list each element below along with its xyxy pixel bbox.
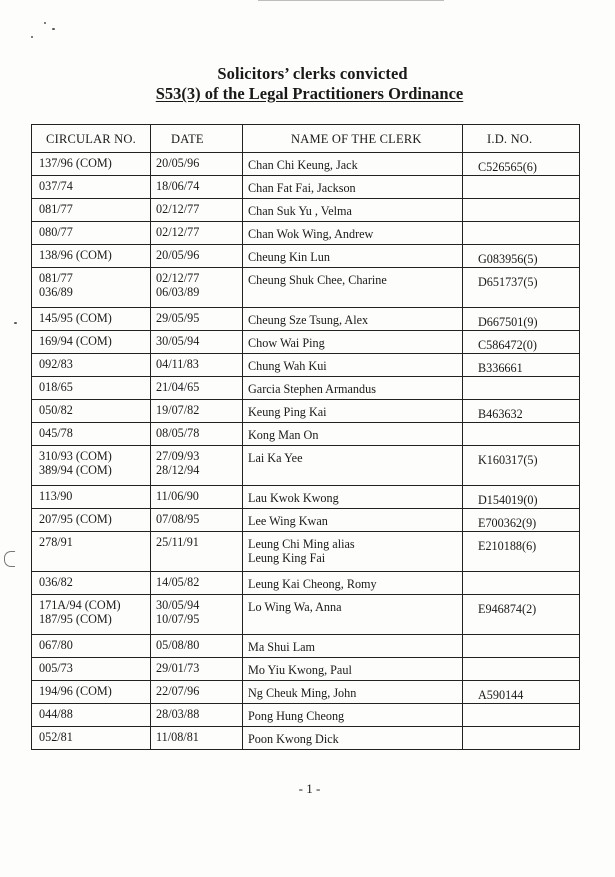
id-no-cell: A590144 — [463, 681, 580, 704]
document-subtitle: S53(3) of the Legal Practitioners Ordinance — [155, 84, 464, 103]
clerk-name-cell — [243, 308, 463, 331]
circular-no-cell — [32, 176, 151, 199]
circular-no-cell-line: 081/77 — [39, 202, 73, 216]
clerk-name-cell-line: Lee Wing Kwan — [248, 514, 328, 528]
date-cell — [151, 400, 243, 423]
date-cell-line: 11/08/81 — [156, 730, 199, 744]
convicted-clerks-table — [31, 124, 580, 750]
clerk-name-cell — [243, 400, 463, 423]
table-row — [32, 176, 580, 199]
circular-no-cell-line: 052/81 — [39, 730, 73, 744]
date-cell — [151, 509, 243, 532]
circular-no-cell-line: 207/95 (COM) — [39, 512, 112, 526]
clerk-name-cell — [243, 658, 463, 681]
header-clerk-name: NAME OF THE CLERK — [243, 125, 463, 153]
table-row — [32, 595, 580, 635]
clerk-name-cell — [243, 486, 463, 509]
circular-no-cell — [32, 658, 151, 681]
table-row — [32, 572, 580, 595]
clerk-name-cell — [243, 704, 463, 727]
clerk-name-cell — [243, 727, 463, 750]
circular-no-cell-line: 037/74 — [39, 179, 73, 193]
clerk-name-cell — [243, 423, 463, 446]
circular-no-cell-line: 005/73 — [39, 661, 73, 675]
top-scan-line — [258, 0, 444, 1]
clerk-name-cell-line: Lai Ka Yee — [248, 451, 303, 465]
clerk-name-cell — [243, 199, 463, 222]
table-row — [32, 423, 580, 446]
date-cell-line: 02/12/77 — [156, 271, 200, 285]
id-no-cell: D667501(9) — [463, 308, 580, 331]
clerk-name-cell-line: Pong Hung Cheong — [248, 709, 345, 723]
date-cell-line: 05/08/80 — [156, 638, 200, 652]
date-cell — [151, 377, 243, 400]
circular-no-cell-line: 171A/94 (COM) — [39, 598, 121, 612]
circular-no-cell-line: 169/94 (COM) — [39, 334, 112, 348]
clerk-name-cell — [243, 572, 463, 595]
circular-no-cell-line: 036/89 — [39, 285, 73, 299]
circular-no-cell — [32, 486, 151, 509]
document-header — [0, 64, 615, 104]
clerk-name-cell-line: Chow Wai Ping — [248, 336, 325, 350]
circular-no-cell — [32, 245, 151, 268]
id-no-cell: C526565(6) — [463, 153, 580, 176]
date-cell — [151, 354, 243, 377]
circular-no-cell-line: 187/95 (COM) — [39, 612, 112, 626]
table-row — [32, 331, 580, 354]
circular-no-cell — [32, 446, 151, 486]
circular-no-cell-line: 044/88 — [39, 707, 73, 721]
date-cell-line: 29/01/73 — [156, 661, 200, 675]
circular-no-cell — [32, 268, 151, 308]
circular-no-cell — [32, 423, 151, 446]
table-body — [32, 153, 580, 750]
clerk-name-cell — [243, 354, 463, 377]
id-no-cell: E946874(2) — [463, 595, 580, 635]
circular-no-cell-line: 080/77 — [39, 225, 73, 239]
circular-no-cell — [32, 509, 151, 532]
circular-no-cell-line: 050/82 — [39, 403, 73, 417]
circular-no-cell-line: 389/94 (COM) — [39, 463, 112, 477]
date-cell-line: 28/03/88 — [156, 707, 200, 721]
circular-no-cell — [32, 199, 151, 222]
table-row — [32, 268, 580, 308]
table-row — [32, 635, 580, 658]
circular-no-cell — [32, 222, 151, 245]
circular-no-cell — [32, 331, 151, 354]
circular-no-cell — [32, 354, 151, 377]
date-cell — [151, 532, 243, 572]
id-no-cell: E210188(6) — [463, 532, 580, 572]
date-cell — [151, 308, 243, 331]
date-cell-line: 20/05/96 — [156, 156, 200, 170]
date-cell — [151, 727, 243, 750]
table-row — [32, 681, 580, 704]
id-no-cell: G083956(5) — [463, 245, 580, 268]
date-cell-line: 22/07/96 — [156, 684, 200, 698]
clerk-name-cell-line: Cheung Sze Tsung, Alex — [248, 313, 369, 327]
id-no-cell — [463, 199, 580, 222]
clerk-name-cell — [243, 331, 463, 354]
id-no-cell: C586472(0) — [463, 331, 580, 354]
date-cell-line: 21/04/65 — [156, 380, 200, 394]
clerk-name-cell — [243, 176, 463, 199]
id-no-cell: D154019(0) — [463, 486, 580, 509]
id-no-cell — [463, 635, 580, 658]
id-no-cell — [463, 572, 580, 595]
date-cell-line: 14/05/82 — [156, 575, 200, 589]
clerk-name-cell-line: Chan Fat Fai, Jackson — [248, 181, 356, 195]
clerk-name-cell — [243, 245, 463, 268]
clerk-name-cell-line: Ma Shui Lam — [248, 640, 316, 654]
circular-no-cell-line: 145/95 (COM) — [39, 311, 112, 325]
margin-hole-mark — [4, 551, 15, 567]
date-cell-line: 18/06/74 — [156, 179, 200, 193]
clerk-name-cell — [243, 222, 463, 245]
table-row — [32, 308, 580, 331]
date-cell-line: 08/05/78 — [156, 426, 200, 440]
table-row — [32, 153, 580, 176]
date-cell — [151, 199, 243, 222]
header-id-no: I.D. NO. — [463, 125, 580, 153]
date-cell — [151, 153, 243, 176]
clerk-name-cell-line: Lau Kwok Kwong — [248, 491, 339, 505]
date-cell — [151, 268, 243, 308]
id-no-cell — [463, 727, 580, 750]
date-cell — [151, 681, 243, 704]
circular-no-cell — [32, 681, 151, 704]
date-cell — [151, 658, 243, 681]
clerk-name-cell — [243, 681, 463, 704]
table-row — [32, 446, 580, 486]
table-row — [32, 199, 580, 222]
date-cell-line: 25/11/91 — [156, 535, 199, 549]
table-header-row — [32, 125, 580, 153]
clerk-name-cell-line: Leung Kai Cheong, Romy — [248, 577, 377, 591]
id-no-cell — [463, 176, 580, 199]
table-row — [32, 658, 580, 681]
circular-no-cell-line: 310/93 (COM) — [39, 449, 112, 463]
circular-no-cell-line: 138/96 (COM) — [39, 248, 112, 262]
id-no-cell — [463, 658, 580, 681]
id-no-cell — [463, 423, 580, 446]
date-cell — [151, 176, 243, 199]
clerk-name-cell-line: Garcia Stephen Armandus — [248, 382, 376, 396]
scan-speck — [52, 28, 55, 30]
table-row — [32, 532, 580, 572]
circular-no-cell-line: 113/90 — [39, 489, 73, 503]
clerk-name-cell-line: Leung Chi Ming alias — [248, 537, 355, 551]
date-cell-line: 02/12/77 — [156, 225, 200, 239]
date-cell-line: 19/07/82 — [156, 403, 200, 417]
circular-no-cell-line: 036/82 — [39, 575, 73, 589]
scan-speck — [44, 22, 46, 24]
clerk-name-cell-line: Chan Suk Yu , Velma — [248, 204, 352, 218]
date-cell — [151, 222, 243, 245]
table-row — [32, 400, 580, 423]
clerk-name-cell-line: Chan Wok Wing, Andrew — [248, 227, 374, 241]
table-row — [32, 245, 580, 268]
circular-no-cell — [32, 572, 151, 595]
id-no-cell: D651737(5) — [463, 268, 580, 308]
date-cell-line: 02/12/77 — [156, 202, 200, 216]
clerk-name-cell-line: Cheung Shuk Chee, Charine — [248, 273, 387, 287]
clerk-name-cell-line: Lo Wing Wa, Anna — [248, 600, 342, 614]
clerk-name-cell — [243, 509, 463, 532]
clerk-name-cell-line: Poon Kwong Dick — [248, 732, 339, 746]
header-circular-no: CIRCULAR NO. — [32, 125, 151, 153]
circular-no-cell — [32, 595, 151, 635]
date-cell — [151, 635, 243, 658]
clerk-name-cell-line: Ng Cheuk Ming, John — [248, 686, 357, 700]
table-row — [32, 727, 580, 750]
scan-speck — [14, 322, 17, 324]
circular-no-cell — [32, 635, 151, 658]
clerk-name-cell — [243, 268, 463, 308]
clerk-name-cell-line: Mo Yiu Kwong, Paul — [248, 663, 352, 677]
circular-no-cell — [32, 153, 151, 176]
clerk-name-cell — [243, 446, 463, 486]
circular-no-cell — [32, 727, 151, 750]
date-cell — [151, 704, 243, 727]
circular-no-cell — [32, 532, 151, 572]
table-row — [32, 486, 580, 509]
date-cell-line: 27/09/93 — [156, 449, 200, 463]
id-no-cell — [463, 704, 580, 727]
circular-no-cell-line: 045/78 — [39, 426, 73, 440]
clerk-name-cell-line: Kong Man On — [248, 428, 319, 442]
circular-no-cell — [32, 308, 151, 331]
circular-no-cell-line: 081/77 — [39, 271, 73, 285]
clerk-name-cell — [243, 153, 463, 176]
table-row — [32, 509, 580, 532]
circular-no-cell — [32, 704, 151, 727]
date-cell-line: 30/05/94 — [156, 334, 200, 348]
date-cell — [151, 331, 243, 354]
clerk-name-cell — [243, 595, 463, 635]
date-cell — [151, 245, 243, 268]
clerk-name-cell-line: Cheung Kin Lun — [248, 250, 330, 264]
table-row — [32, 354, 580, 377]
circular-no-cell-line: 067/80 — [39, 638, 73, 652]
id-no-cell — [463, 222, 580, 245]
clerk-name-cell-line: Chan Chi Keung, Jack — [248, 158, 358, 172]
date-cell-line: 29/05/95 — [156, 311, 200, 325]
document-title: Solicitors’ clerks convicted — [217, 64, 408, 83]
circular-no-cell-line: 194/96 (COM) — [39, 684, 112, 698]
date-cell — [151, 446, 243, 486]
clerk-name-cell — [243, 532, 463, 572]
table-row — [32, 704, 580, 727]
clerk-name-cell — [243, 377, 463, 400]
date-cell-line: 11/06/90 — [156, 489, 199, 503]
clerk-name-cell-line: Keung Ping Kai — [248, 405, 327, 419]
id-no-cell — [463, 377, 580, 400]
circular-no-cell-line: 018/65 — [39, 380, 73, 394]
date-cell — [151, 572, 243, 595]
circular-no-cell-line: 278/91 — [39, 535, 73, 549]
date-cell-line: 10/07/95 — [156, 612, 200, 626]
date-cell — [151, 486, 243, 509]
date-cell-line: 28/12/94 — [156, 463, 200, 477]
date-cell — [151, 595, 243, 635]
id-no-cell: K160317(5) — [463, 446, 580, 486]
circular-no-cell — [32, 400, 151, 423]
id-no-cell: B463632 — [463, 400, 580, 423]
clerk-name-cell-line: Leung King Fai — [248, 551, 326, 565]
date-cell-line: 06/03/89 — [156, 285, 200, 299]
id-no-cell: E700362(9) — [463, 509, 580, 532]
scan-speck — [31, 36, 33, 38]
clerk-name-cell — [243, 635, 463, 658]
table-row — [32, 377, 580, 400]
header-date: DATE — [151, 125, 243, 153]
date-cell — [151, 423, 243, 446]
date-cell-line: 30/05/94 — [156, 598, 200, 612]
circular-no-cell-line: 137/96 (COM) — [39, 156, 112, 170]
date-cell-line: 04/11/83 — [156, 357, 199, 371]
table-row — [32, 222, 580, 245]
clerk-name-cell-line: Chung Wah Kui — [248, 359, 327, 373]
page-number: - 1 - — [298, 781, 321, 796]
date-cell-line: 07/08/95 — [156, 512, 200, 526]
circular-no-cell — [32, 377, 151, 400]
circular-no-cell-line: 092/83 — [39, 357, 73, 371]
id-no-cell: B336661 — [463, 354, 580, 377]
date-cell-line: 20/05/96 — [156, 248, 200, 262]
